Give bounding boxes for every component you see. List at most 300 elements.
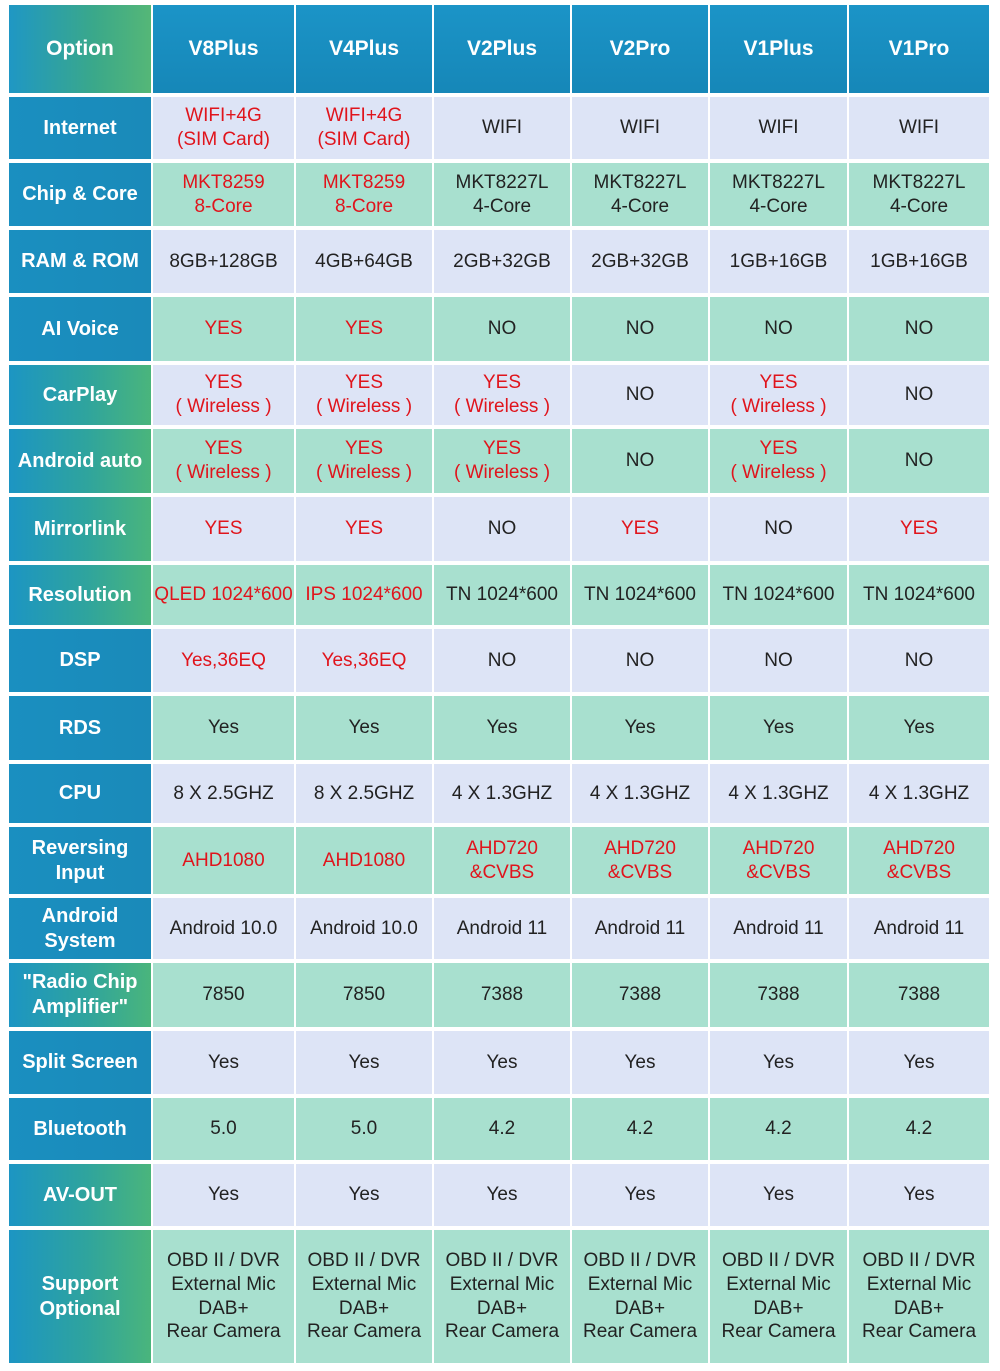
table-cell-text: NO — [764, 649, 793, 671]
table-cell — [296, 764, 432, 823]
table-cell — [849, 97, 989, 159]
row-label-text: Chip & Core — [22, 183, 138, 205]
table-cell — [572, 1031, 708, 1094]
row-label — [9, 629, 151, 692]
table-cell-text: Yes — [903, 717, 935, 739]
table-cell-text: YES — [344, 318, 384, 340]
table-cell-text: 4-Core — [472, 195, 532, 217]
table-cell — [153, 629, 294, 692]
table-cell — [710, 365, 847, 425]
table-cell-text: MKT8227L — [593, 171, 687, 193]
table-cell-text: Yes — [624, 1184, 656, 1206]
table-cell — [710, 963, 847, 1027]
table-cell-text: TN 1024*600 — [446, 584, 558, 606]
table-cell-text: Android 11 — [873, 917, 965, 939]
table-cell — [296, 297, 432, 361]
table-cell — [153, 97, 294, 159]
table-cell-text: DAB+ — [893, 1297, 945, 1319]
table-cell-text: Yes — [348, 1051, 380, 1073]
table-cell-text: YES — [899, 518, 939, 540]
row-label-text: AI Voice — [41, 317, 119, 340]
table-cell-text: ( Wireless ) — [730, 462, 827, 483]
table-cell-text: TN 1024*600 — [584, 584, 696, 606]
table-cell-text: Android 11 — [733, 917, 824, 939]
table-cell — [296, 97, 432, 159]
table-cell — [153, 297, 294, 361]
table-cell-text: YES — [759, 438, 798, 460]
table-cell — [296, 696, 432, 760]
table-cell — [296, 1098, 432, 1160]
table-cell-text: Yes — [624, 1051, 656, 1073]
table-cell-text: YES — [759, 372, 798, 394]
table-cell-text: Yes — [348, 1184, 380, 1206]
row-label-text: RAM & ROM — [21, 250, 139, 272]
table-cell — [296, 1230, 432, 1363]
table-cell-text: Yes — [486, 1051, 518, 1073]
table-cell-text: YES — [204, 438, 243, 460]
table-cell-text: Android 11 — [594, 917, 686, 939]
table-cell-text: Rear Camera — [582, 1321, 698, 1343]
table-cell-text: 8-Core — [334, 195, 394, 217]
table-cell — [710, 764, 847, 823]
table-cell-text: 5.0 — [350, 1118, 378, 1140]
table-cell — [572, 696, 708, 760]
table-cell-text: 7388 — [618, 984, 662, 1006]
row-label — [9, 497, 151, 561]
table-cell-text: (SIM Card) — [177, 129, 270, 150]
table-cell — [296, 629, 432, 692]
table-cell — [572, 1098, 708, 1160]
table-cell-text: Yes — [348, 717, 380, 739]
table-cell — [849, 629, 989, 692]
table-cell — [710, 827, 847, 894]
table-cell-text: External Mic — [311, 1273, 417, 1295]
table-cell-text: OBD II / DVR — [583, 1250, 697, 1271]
table-cell — [572, 1230, 708, 1363]
table-cell-text: 4 X 1.3GHZ — [451, 782, 553, 804]
row-label — [9, 1098, 151, 1160]
header-model-v1plus: V1Plus — [710, 5, 847, 93]
table-cell — [710, 97, 847, 159]
table-cell — [572, 898, 708, 959]
table-cell-text: YES — [344, 518, 384, 540]
table-cell — [296, 163, 432, 226]
table-cell-text: MKT8227L — [872, 171, 966, 193]
table-cell-text: Android 10.0 — [310, 917, 418, 939]
table-cell-text: NO — [625, 450, 655, 472]
table-cell — [434, 1098, 570, 1160]
header-model-v8plus: V8Plus — [153, 5, 294, 93]
table-cell — [153, 827, 294, 894]
row-label-text: Android auto — [17, 449, 143, 472]
row-label-text: "Radio Chip — [22, 971, 138, 993]
table-cell-text: AHD720 — [742, 837, 815, 859]
table-cell-text: YES — [204, 372, 243, 394]
table-cell-text: ( Wireless ) — [175, 462, 272, 483]
table-cell-text: &CVBS — [607, 861, 673, 883]
table-cell — [572, 764, 708, 823]
table-cell — [572, 97, 708, 159]
table-cell-text: ( Wireless ) — [453, 462, 551, 483]
table-cell-text: 1GB+16GB — [729, 250, 828, 272]
table-cell — [434, 429, 570, 493]
table-cell-text: IPS 1024*600 — [305, 584, 423, 606]
table-cell-text: Yes — [624, 717, 656, 739]
table-cell — [849, 827, 989, 894]
table-cell — [296, 497, 432, 561]
table-cell — [849, 163, 989, 226]
table-cell-text: DAB+ — [476, 1297, 528, 1319]
table-cell-text: NO — [904, 649, 934, 671]
row-label — [9, 429, 151, 493]
table-cell — [849, 230, 989, 293]
table-cell-text: NO — [904, 384, 934, 406]
table-cell-text: 4GB+64GB — [315, 250, 413, 272]
table-cell-text: External Mic — [587, 1273, 693, 1295]
row-label — [9, 1230, 151, 1363]
table-cell — [153, 230, 294, 293]
row-label-text: Resolution — [28, 583, 132, 606]
table-cell-text: Rear Camera — [306, 1321, 422, 1343]
table-cell — [153, 1031, 294, 1094]
table-cell — [153, 429, 294, 493]
table-cell-text: Rear Camera — [721, 1321, 836, 1343]
row-label-text: CarPlay — [42, 383, 118, 406]
row-label-text: Support — [41, 1272, 119, 1295]
table-cell — [296, 565, 432, 625]
table-cell-text: External Mic — [866, 1273, 972, 1295]
table-cell-text: MKT8227L — [732, 171, 825, 193]
table-cell-text: YES — [482, 438, 522, 460]
table-cell-text: WIFI+4G — [185, 105, 262, 127]
table-cell — [710, 297, 847, 361]
table-cell-text: TN 1024*600 — [722, 584, 835, 606]
table-cell — [710, 163, 847, 226]
table-cell-text: Rear Camera — [166, 1321, 281, 1343]
table-cell — [434, 898, 570, 959]
table-cell-text: ( Wireless ) — [453, 396, 551, 417]
table-cell-text: NO — [904, 450, 934, 472]
table-cell — [849, 365, 989, 425]
table-cell — [153, 365, 294, 425]
table-cell — [153, 1164, 294, 1226]
table-cell-text: AHD720 — [604, 837, 676, 859]
table-cell — [296, 963, 432, 1027]
table-cell-text: Android 11 — [456, 917, 548, 939]
table-cell-text: AHD1080 — [322, 849, 406, 871]
table-cell — [434, 629, 570, 692]
table-cell — [710, 1031, 847, 1094]
table-cell-text: YES — [344, 372, 384, 394]
table-cell-text: 7388 — [757, 984, 800, 1006]
table-cell-text: 7850 — [202, 984, 245, 1006]
table-cell — [572, 1164, 708, 1226]
table-cell — [710, 565, 847, 625]
table-cell-text: &CVBS — [746, 861, 811, 883]
table-cell — [849, 429, 989, 493]
table-cell — [572, 565, 708, 625]
table-cell — [434, 764, 570, 823]
header-model-v4plus: V4Plus — [296, 5, 432, 93]
table-cell — [710, 497, 847, 561]
table-cell-text: Yes — [486, 1184, 518, 1206]
table-cell — [434, 1230, 570, 1363]
table-cell-text: 4 X 1.3GHZ — [589, 782, 691, 804]
row-label-text: Reversing — [31, 836, 129, 859]
table-cell — [296, 1031, 432, 1094]
row-label-text: Split Screen — [22, 1051, 138, 1073]
row-label-text: System — [44, 929, 116, 952]
table-cell-text: ( Wireless ) — [730, 396, 827, 417]
table-cell-text: Yes — [763, 1184, 794, 1206]
table-cell-text: Yes — [486, 717, 518, 739]
table-cell — [572, 429, 708, 493]
table-cell — [710, 629, 847, 692]
table-cell-text: DAB+ — [198, 1297, 249, 1319]
row-label-text: RDS — [58, 716, 102, 739]
table-cell-text: NO — [487, 318, 517, 340]
table-cell-text: Yes — [903, 1051, 935, 1073]
table-cell-text: YES — [204, 318, 243, 340]
table-cell — [153, 1230, 294, 1363]
table-cell-text: 4 X 1.3GHZ — [868, 782, 970, 804]
row-label — [9, 565, 151, 625]
table-cell-text: WIFI — [481, 117, 523, 139]
table-cell-text: 4-Core — [610, 195, 670, 217]
table-cell — [153, 497, 294, 561]
table-cell — [434, 365, 570, 425]
table-cell-text: Yes — [763, 1051, 794, 1073]
table-cell — [710, 1164, 847, 1226]
table-cell — [296, 429, 432, 493]
table-cell — [296, 827, 432, 894]
table-cell-text: 8 X 2.5GHZ — [173, 782, 274, 804]
table-cell-text: TN 1024*600 — [863, 584, 975, 606]
table-cell-text: ( Wireless ) — [315, 396, 413, 417]
table-cell-text: Rear Camera — [861, 1321, 977, 1343]
table-cell — [710, 230, 847, 293]
table-cell-text: WIFI — [619, 117, 661, 139]
table-cell — [849, 898, 989, 959]
table-cell-text: 4-Core — [749, 195, 808, 217]
table-cell-text: WIFI — [758, 117, 799, 139]
table-cell-text: YES — [204, 518, 243, 540]
comparison-table — [9, 5, 989, 1371]
table-cell-text: 7388 — [897, 984, 941, 1006]
table-cell — [434, 497, 570, 561]
table-cell-text: OBD II / DVR — [445, 1250, 559, 1271]
table-cell-text: MKT8227L — [455, 171, 549, 193]
table-cell — [849, 1230, 989, 1363]
table-cell-text: Yes — [763, 717, 794, 739]
table-cell-text: 4.2 — [488, 1118, 516, 1140]
table-cell-text: AHD1080 — [182, 849, 265, 871]
table-cell — [434, 1031, 570, 1094]
table-cell — [153, 898, 294, 959]
table-cell — [153, 963, 294, 1027]
table-cell-text: &CVBS — [469, 861, 535, 883]
table-cell — [153, 565, 294, 625]
table-cell-text: MKT8259 — [322, 171, 406, 193]
row-label-text: Mirrorlink — [33, 517, 127, 540]
table-cell — [153, 696, 294, 760]
table-cell-text: Yes — [903, 1184, 935, 1206]
row-label — [9, 365, 151, 425]
row-label — [9, 963, 151, 1027]
row-label-text: Optional — [39, 1297, 121, 1320]
header-model-v1pro: V1Pro — [849, 5, 989, 93]
table-cell — [153, 163, 294, 226]
table-cell — [434, 963, 570, 1027]
table-cell — [572, 230, 708, 293]
table-cell — [296, 1164, 432, 1226]
table-cell — [710, 429, 847, 493]
table-cell-text: Yes — [208, 717, 239, 739]
row-label — [9, 1031, 151, 1094]
table-cell-text: NO — [487, 518, 517, 540]
row-label-text: DSP — [59, 649, 101, 671]
table-cell-text: OBD II / DVR — [307, 1250, 421, 1271]
table-cell-text: DAB+ — [753, 1297, 804, 1319]
table-cell-text: ( Wireless ) — [315, 462, 413, 483]
table-cell — [849, 497, 989, 561]
table-cell-text: ( Wireless ) — [175, 396, 272, 417]
row-label — [9, 898, 151, 959]
header-model-v2pro: V2Pro — [572, 5, 708, 93]
table-cell — [434, 97, 570, 159]
row-label-text: CPU — [58, 782, 102, 804]
header-option: Option — [9, 5, 151, 93]
table-cell — [710, 1098, 847, 1160]
row-label — [9, 1164, 151, 1226]
table-cell-text: Android 10.0 — [169, 917, 278, 939]
row-label — [9, 163, 151, 226]
table-cell-text: External Mic — [449, 1273, 555, 1295]
table-cell-text: NO — [487, 649, 517, 671]
row-label-text: Input — [55, 861, 105, 884]
table-cell-text: NO — [764, 518, 793, 540]
table-cell — [849, 696, 989, 760]
table-cell — [434, 696, 570, 760]
table-cell-text: 8-Core — [194, 195, 253, 217]
table-cell-text: WIFI — [898, 117, 940, 139]
table-cell-text: 2GB+32GB — [453, 250, 551, 272]
row-label — [9, 764, 151, 823]
table-cell-text: NO — [904, 318, 934, 340]
table-cell-text: AHD720 — [466, 837, 538, 859]
table-cell-text: NO — [625, 384, 655, 406]
table-cell — [849, 565, 989, 625]
table-cell-text: YES — [344, 438, 384, 460]
table-cell — [572, 497, 708, 561]
row-label-text: Bluetooth — [33, 1117, 127, 1140]
table-cell-text: Rear Camera — [444, 1321, 560, 1343]
table-cell — [572, 163, 708, 226]
table-cell-text: AHD720 — [883, 837, 955, 859]
table-cell — [434, 163, 570, 226]
table-cell — [434, 297, 570, 361]
table-cell — [296, 230, 432, 293]
table-cell — [296, 898, 432, 959]
table-cell — [572, 827, 708, 894]
row-label — [9, 230, 151, 293]
table-cell — [572, 629, 708, 692]
table-cell-text: Yes,36EQ — [321, 649, 407, 671]
table-cell-text: DAB+ — [338, 1297, 390, 1319]
table-cell-text: 7850 — [342, 984, 386, 1006]
table-cell-text: DAB+ — [614, 1297, 666, 1319]
row-label — [9, 827, 151, 894]
table-cell-text: Yes,36EQ — [181, 649, 266, 671]
table-cell — [434, 1164, 570, 1226]
row-label-text: Amplifier" — [31, 996, 129, 1018]
table-cell-text: MKT8259 — [182, 171, 265, 193]
table-cell-text: Yes — [208, 1184, 239, 1206]
table-cell — [849, 1098, 989, 1160]
table-cell — [572, 297, 708, 361]
table-cell-text: 5.0 — [210, 1118, 237, 1140]
table-cell — [710, 1230, 847, 1363]
table-cell — [153, 1098, 294, 1160]
row-label-text: Internet — [43, 116, 117, 139]
table-cell-text: External Mic — [726, 1273, 831, 1295]
table-cell-text: OBD II / DVR — [722, 1250, 835, 1271]
row-label — [9, 97, 151, 159]
table-cell — [849, 1164, 989, 1226]
table-cell — [434, 230, 570, 293]
table-cell — [572, 963, 708, 1027]
table-cell — [849, 1031, 989, 1094]
table-cell-text: OBD II / DVR — [167, 1250, 280, 1271]
row-label-text: AV-OUT — [42, 1183, 118, 1206]
table-cell-text: 8GB+128GB — [169, 250, 278, 272]
table-cell-text: 4.2 — [626, 1118, 654, 1140]
row-label — [9, 297, 151, 361]
table-cell — [849, 297, 989, 361]
table-cell — [434, 827, 570, 894]
table-cell-text: (SIM Card) — [317, 129, 411, 150]
table-cell-text: Yes — [208, 1051, 239, 1073]
table-cell-text: External Mic — [171, 1273, 276, 1295]
table-cell — [296, 365, 432, 425]
table-cell-text: NO — [764, 318, 793, 340]
table-cell-text: 7388 — [480, 984, 524, 1006]
table-cell-text: NO — [625, 649, 655, 671]
table-cell-text: 2GB+32GB — [591, 250, 689, 272]
table-cell-text: 8 X 2.5GHZ — [313, 782, 415, 804]
row-label — [9, 696, 151, 760]
table-cell-text: 4-Core — [889, 195, 949, 217]
table-cell — [849, 764, 989, 823]
table-cell — [849, 963, 989, 1027]
table-cell — [434, 565, 570, 625]
table-cell-text: 4 X 1.3GHZ — [728, 782, 829, 804]
table-cell-text: &CVBS — [886, 861, 952, 883]
table-cell — [572, 365, 708, 425]
header-model-v2plus: V2Plus — [434, 5, 570, 93]
table-cell — [153, 764, 294, 823]
table-cell-text: YES — [620, 518, 660, 540]
table-cell-text: WIFI+4G — [325, 105, 403, 127]
table-cell-text: OBD II / DVR — [862, 1250, 976, 1271]
table-cell-text: 4.2 — [765, 1118, 792, 1140]
table-cell-text: 1GB+16GB — [870, 250, 968, 272]
row-label-text: Android — [41, 904, 119, 927]
table-cell — [710, 696, 847, 760]
table-cell-text: YES — [482, 372, 522, 394]
table-cell-text: NO — [625, 318, 655, 340]
table-cell-text: 4.2 — [905, 1118, 933, 1140]
